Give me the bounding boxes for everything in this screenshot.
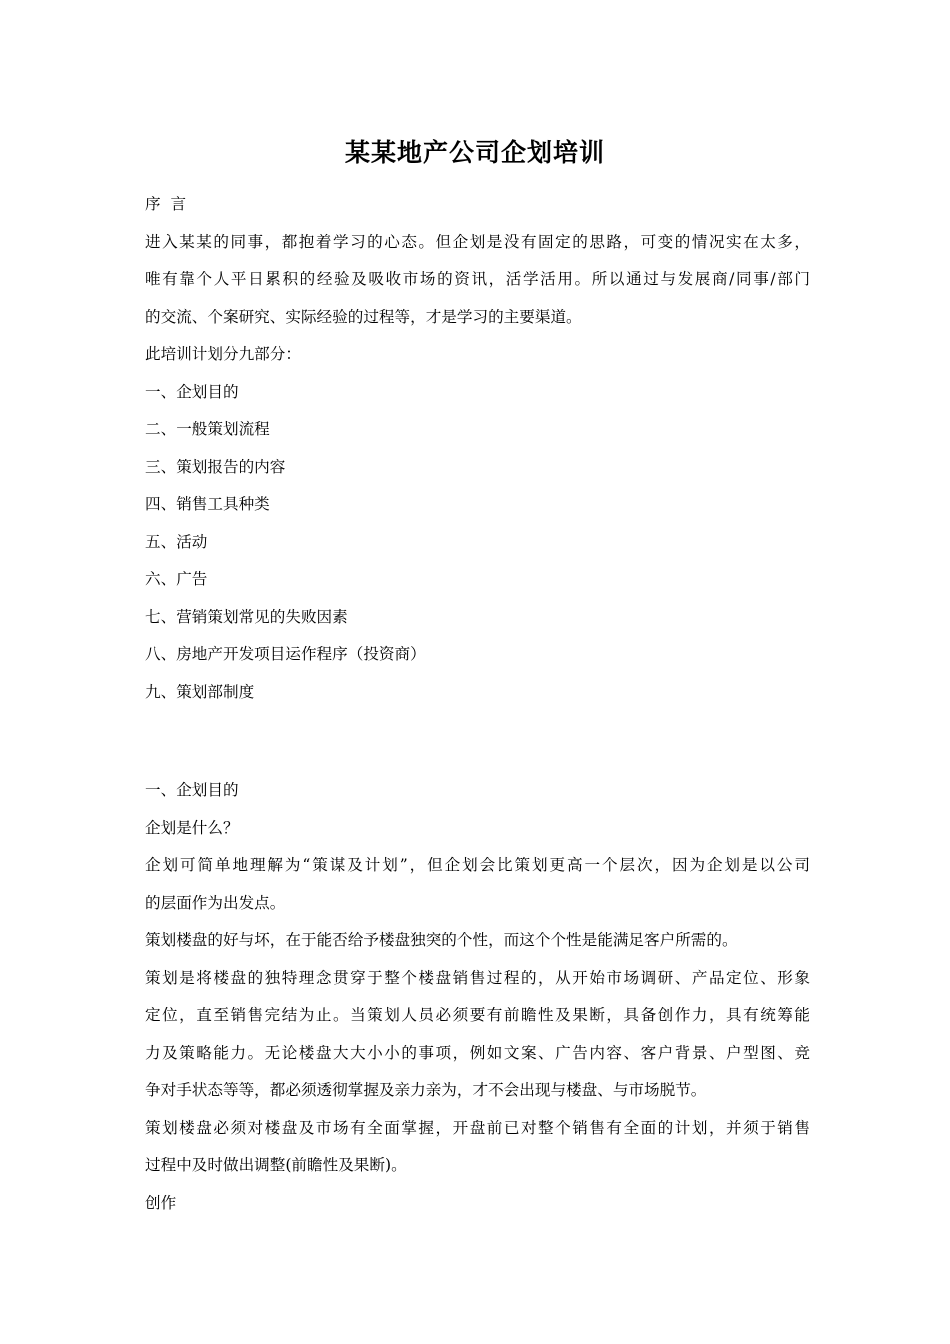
preface-block — [145, 186, 810, 711]
trailing-text: 创作 — [145, 1193, 177, 1212]
outline-item: 一、企划目的 — [145, 382, 239, 401]
paragraph-line: 策划楼盘必须对楼盘及市场有全面掌握，开盘前已对整个销售有全面的计划，并须于销售 — [145, 1118, 810, 1137]
paragraph-line: 的层面作为出发点。 — [145, 893, 286, 912]
paragraph-line: 企划可简单地理解为“策谋及计划”，但企划会比策划更高一个层次，因为企划是以公司 — [145, 856, 810, 874]
document-title: 某某地产公司企划培训 — [344, 138, 605, 167]
outline-item: 七、营销策划常见的失败因素 — [145, 607, 348, 626]
outline-item: 八、房地产开发项目运作程序（投资商） — [145, 645, 426, 663]
paragraph-line: 策划楼盘的好与坏，在于能否给予楼盘独突的个性，而这个个性是能满足客户所需的。 — [145, 931, 738, 949]
outline-item: 九、策划部制度 — [145, 682, 255, 701]
section-1 — [145, 772, 810, 1222]
intro-line: 进入某某的同事，都抱着学习的心态。但企划是没有固定的思路，可变的情况实在太多， — [145, 232, 810, 251]
intro-line: 的交流、个案研究、实际经验的过程等，才是学习的主要渠道。 — [145, 307, 582, 326]
outline-item: 五、活动 — [145, 532, 208, 551]
section-question: 企划是什么？ — [145, 818, 239, 837]
outline-item: 三、策划报告的内容 — [145, 457, 286, 476]
outline-item: 六、广告 — [145, 570, 208, 588]
paragraph-line: 争对手状态等等，都必须透彻掌握及亲力亲为，才不会出现与楼盘、与市场脱节。 — [145, 1081, 707, 1099]
paragraph-line: 策划是将楼盘的独特理念贯穿于整个楼盘销售过程的，从开始市场调研、产品定位、形象 — [145, 968, 810, 987]
paragraph-line: 力及策略能力。无论楼盘大大小小的事项，例如文案、广告内容、客户背景、户型图、竞 — [145, 1043, 810, 1062]
outline-item: 四、销售工具种类 — [145, 495, 270, 513]
paragraph-line: 过程中及时做出调整(前瞻性及果断)。 — [145, 1156, 407, 1174]
section-heading: 一、企划目的 — [145, 781, 239, 799]
preface-heading: 序 言 — [145, 195, 187, 213]
outline-intro: 此培训计划分九部分： — [145, 345, 301, 363]
intro-line: 唯有靠个人平日累积的经验及吸收市场的资讯，活学活用。所以通过与发展商/同事/部门 — [145, 270, 810, 288]
paragraph-line: 定位，直至销售完结为止。当策划人员必须要有前瞻性及果断，具备创作力，具有统筹能 — [145, 1006, 810, 1024]
outline-item: 二、一般策划流程 — [145, 420, 270, 438]
